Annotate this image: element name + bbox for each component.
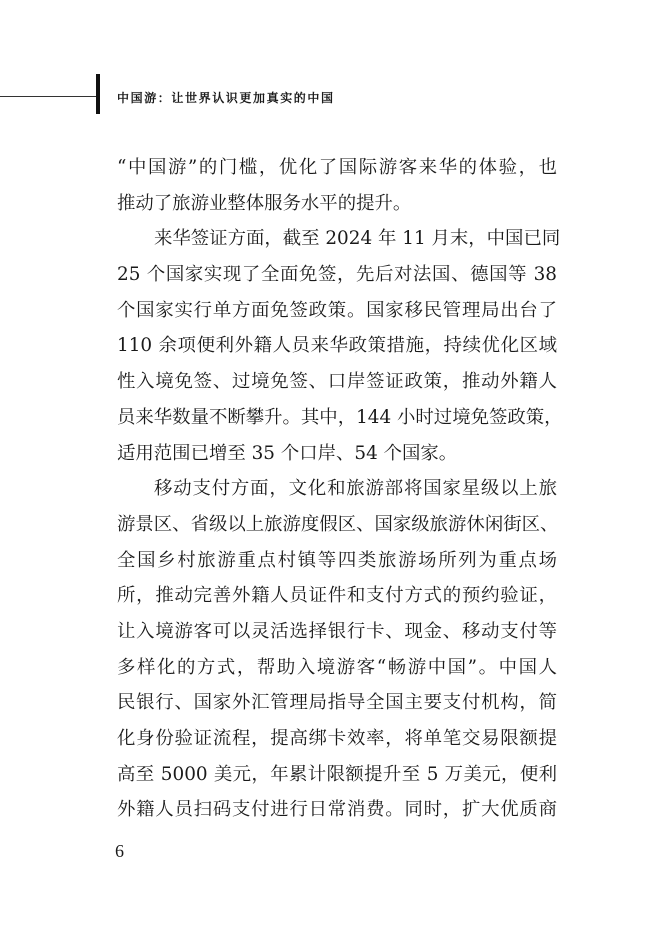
header-vertical-bar <box>96 74 100 114</box>
text-line: 员来华数量不断攀升。其中，144 小时过境免签政策， <box>117 406 563 428</box>
text-line: 高至 5000 美元，年累计限额提升至 5 万美元，便利 <box>117 763 557 785</box>
page-number: 6 <box>115 841 124 861</box>
text-line: 化身份验证流程，提高绑卡效率，将单笔交易限额提 <box>117 728 557 749</box>
text-line: 游景区、省级以上旅游度假区、国家级旅游休闲街区、 <box>117 513 559 535</box>
text-line: 多样化的方式，帮助入境游客“畅游中国”。中国人 <box>117 656 557 678</box>
running-header-title: 中国游：让世界认识更加真实的中国 <box>117 91 335 105</box>
body-text <box>117 150 563 828</box>
text-line: 适用范围已增至 35 个口岸、54 个国家。 <box>117 442 458 464</box>
text-line: 所，推动完善外籍人员证件和支付方式的预约验证， <box>117 585 557 607</box>
text-line: 推动了旅游业整体服务水平的提升。 <box>117 192 412 214</box>
text-line: 让入境游客可以灵活选择银行卡、现金、移动支付等 <box>117 620 557 642</box>
text-line: 外籍人员扫码支付进行日常消费。同时，扩大优质商 <box>117 799 557 821</box>
text-line: 移动支付方面，文化和旅游部将国家星级以上旅 <box>154 478 557 500</box>
text-line: “中国游”的门槛，优化了国际游客来华的体验，也 <box>117 157 557 178</box>
text-line: 个国家实行单方面免签政策。国家移民管理局出台了 <box>117 299 557 321</box>
text-line: 民银行、国家外汇管理局指导全国主要支付机构，简 <box>117 692 557 714</box>
header-rule-line <box>0 96 96 97</box>
text-line: 25 个国家实现了全面免签，先后对法国、德国等 38 <box>117 264 557 286</box>
text-line: 110 余项便利外籍人员来华政策措施，持续优化区域 <box>117 335 557 357</box>
text-line: 全国乡村旅游重点村镇等四类旅游场所列为重点场 <box>117 549 557 571</box>
text-line: 性入境免签、过境免签、口岸签证政策，推动外籍人 <box>117 371 557 393</box>
text-line: 来华签证方面，截至 2024 年 11 月末，中国已同 <box>154 228 561 250</box>
